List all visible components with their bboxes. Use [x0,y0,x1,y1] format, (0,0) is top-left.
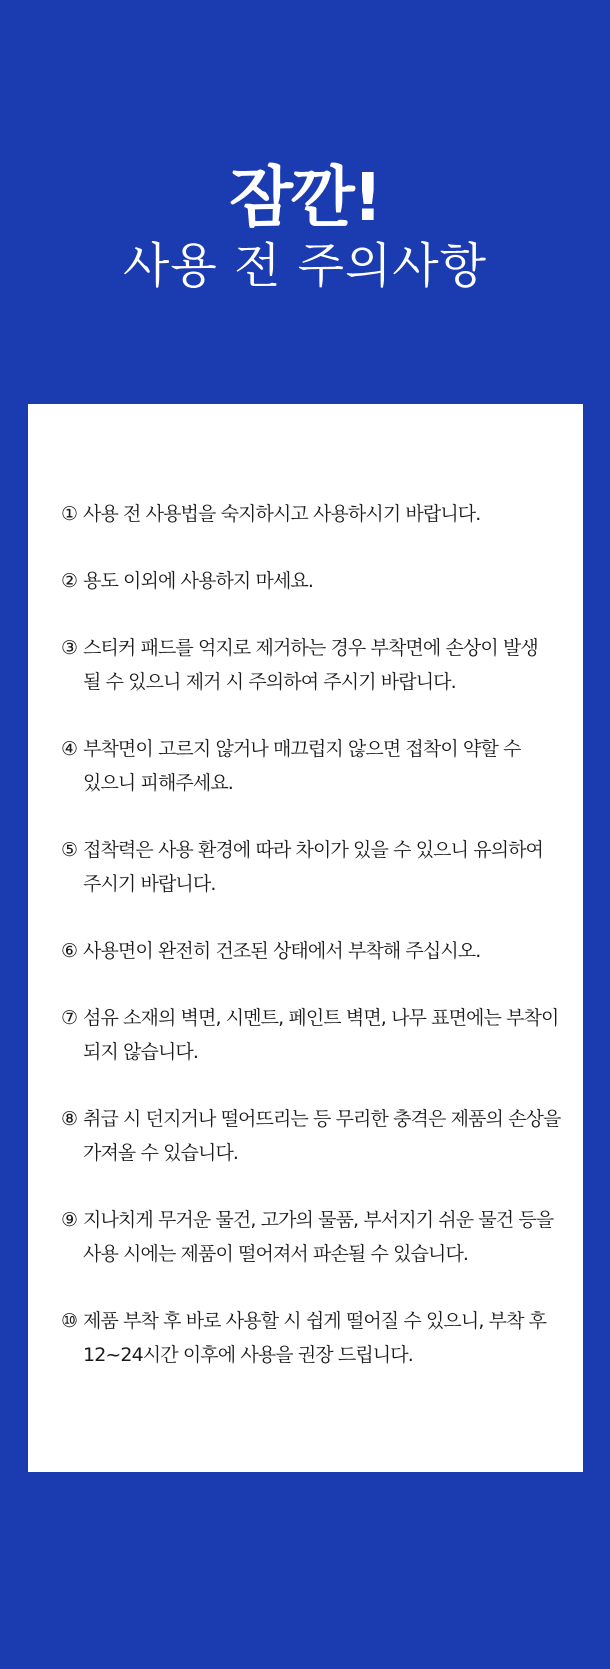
notice-card [28,404,583,1472]
notice-text: 제품 부착 후 바로 사용할 시 쉽게 떨어질 수 있으니, 부착 후 12~24시간 이후에 사용을 권장 드립니다. [83,1310,547,1366]
notice-number: ⑧ [61,1108,78,1130]
notice-text: 섬유 소재의 벽면, 시멘트, 페인트 벽면, 나무 표면에는 부착이 되지 않습니다. [83,1007,559,1063]
notice-number: ⑥ [61,940,78,962]
notice-item-5 [61,833,561,901]
notice-number: ④ [61,738,78,760]
notice-number: ⑤ [61,839,78,861]
notice-text: 부착면이 고르지 않거나 매끄럽지 않으면 접착이 약할 수 있으니 피해주세요. [83,738,521,794]
notice-item-6 [61,934,561,968]
notice-text: 지나치게 무거운 물건, 고가의 물품, 부서지기 쉬운 물건 등을 사용 시에는 제품이 떨어져서 파손될 수 있습니다. [83,1209,554,1265]
page-header [0,160,610,294]
notice-item-8 [61,1102,561,1170]
notice-item-9 [61,1203,561,1271]
notice-item-2 [61,564,561,598]
notice-text: 취급 시 던지거나 떨어뜨리는 등 무리한 충격은 제품의 손상을 가져올 수 있습니다. [83,1108,561,1164]
notice-number: ⑨ [61,1209,78,1231]
notice-item-1 [61,497,561,531]
notice-item-10 [61,1304,561,1372]
notice-number: ⑦ [61,1007,78,1029]
notice-item-7 [61,1001,561,1069]
notice-number: ① [61,503,78,525]
page-title: 잠깐! [229,159,381,236]
notice-number: ③ [61,637,78,659]
notice-item-3 [61,631,561,699]
notice-item-4 [61,732,561,800]
notice-list [61,497,561,1405]
notice-text: 스티커 패드를 억지로 제거하는 경우 부착면에 손상이 발생 될 수 있으니 제거 시 주의하여 주시기 바랍니다. [83,637,538,693]
notice-text: 사용면이 완전히 건조된 상태에서 부착해 주십시오. [83,940,481,962]
notice-text: 용도 이외에 사용하지 마세요. [83,570,314,592]
notice-number: ② [61,570,78,592]
page-subtitle: 사용 전 주의사항 [122,238,488,294]
notice-number: ⑩ [61,1310,78,1332]
notice-text: 접착력은 사용 환경에 따라 차이가 있을 수 있으니 유의하여 주시기 바랍니다. [83,839,544,895]
notice-text: 사용 전 사용법을 숙지하시고 사용하시기 바랍니다. [83,503,481,525]
